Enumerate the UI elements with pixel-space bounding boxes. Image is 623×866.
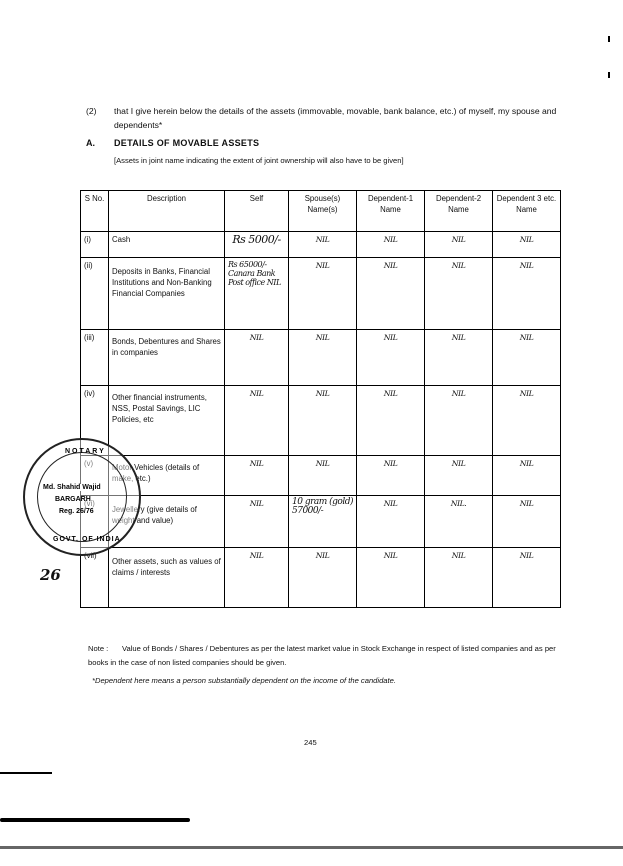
cell-self-text: Rs 65000/- Canara Bank Post office NIL [228,260,281,287]
cell-dependent-2: NIL [425,386,493,456]
cell-self: NIL [225,496,289,548]
cell-spouse: NIL [289,456,357,496]
cell-dependent-2: NIL [425,330,493,386]
cell-dependent-3: NIL [493,330,561,386]
cell-dependent-1: NIL [357,548,425,608]
header-dependent-2: Dependent-2 Name [425,191,493,232]
row-description: Bonds, Debentures and Shares in companies [109,330,225,386]
cell-spouse-text: 10 gram (gold) 57000/- [292,497,353,516]
row-sno: (iv) [81,386,109,456]
table-row [81,386,561,456]
cell-spouse: NIL [289,386,357,456]
row-description: Other financial instruments, NSS, Postal Savings, LIC Policies, etc [109,386,225,456]
cell-dependent-3: NIL [493,456,561,496]
cell-dependent-1: NIL [357,232,425,258]
cell-spouse [289,496,357,548]
row-sno: (iii) [81,330,109,386]
table-row [81,496,561,548]
cell-self: NIL [225,386,289,456]
cell-dependent-2: NIL. [425,496,493,548]
cell-dependent-3: NIL [493,496,561,548]
stamp-place: BARGARH [55,496,91,503]
cell-dependent-2: NIL [425,456,493,496]
header-sno: S No. [81,191,109,232]
note [88,642,568,670]
cell-self: NIL [225,548,289,608]
scan-mark [0,846,623,849]
cell-dependent-1: NIL [357,456,425,496]
row-description: Deposits in Banks, Financial Institutions and Non-Banking Financial Companies [109,258,225,330]
stamp-name: Md. Shahid Wajid [43,484,101,491]
notary-stamp [23,438,141,556]
stamp-top-text: NOTARY [65,448,106,455]
cell-self [225,258,289,330]
movable-assets-table [80,190,561,608]
header-description: Description [109,191,225,232]
stamp-bottom-text: GOVT. OF INDIA [53,536,121,543]
scan-mark [608,36,610,42]
cell-dependent-2: NIL [425,232,493,258]
cell-dependent-3: NIL [493,258,561,330]
section-letter: A. [86,138,95,148]
note-text: Value of Bonds / Shares / Debentures as per the latest market value in Stock Exchange in respect of listed companies and as per books in the case of non listed companies should be given. [88,644,556,667]
table-row [81,232,561,258]
note-label: Note : [88,644,109,653]
header-dependent-1: Dependent-1 Name [357,191,425,232]
row-sno: (vi) [81,496,109,548]
table-row [81,258,561,330]
cell-dependent-3: NIL [493,386,561,456]
scan-mark [608,72,610,78]
signature: 26 [40,566,61,584]
cell-dependent-1: NIL [357,386,425,456]
cell-spouse: NIL [289,258,357,330]
cell-dependent-1: NIL [357,258,425,330]
section-title: DETAILS OF MOVABLE ASSETS [114,138,260,148]
table-row [81,548,561,608]
table-row [81,330,561,386]
scan-mark [0,772,52,774]
cell-dependent-1: NIL [357,330,425,386]
cell-self: Rs 5000/- [225,232,289,258]
row-sno: (ii) [81,258,109,330]
cell-dependent-3: NIL [493,232,561,258]
row-description: Other assets, such as values of claims / interests [109,548,225,608]
table-header-row [81,191,561,232]
row-sno: (v) [81,456,109,496]
cell-spouse: NIL [289,232,357,258]
paragraph-text: that I give herein below the details of the assets (immovable, movable, bank balance, etc.) of myself, my spouse and dependents* [114,106,557,130]
header-spouse: Spouse(s) Name(s) [289,191,357,232]
stamp-reg: Reg. 26/76 [59,508,94,515]
cell-spouse: NIL [289,548,357,608]
cell-dependent-2: NIL [425,258,493,330]
cell-spouse: NIL [289,330,357,386]
row-description: Cash [109,232,225,258]
cell-dependent-2: NIL [425,548,493,608]
header-self: Self [225,191,289,232]
paragraph-number: (2) [86,106,97,116]
cell-self: NIL [225,456,289,496]
table-row [81,456,561,496]
row-description: Jewellery (give details of weight and value) [109,496,225,548]
header-dependent-3: Dependent 3 etc. Name [493,191,561,232]
row-sno: (vii) [81,548,109,608]
section-subtitle: [Assets in joint name indicating the extent of joint ownership will also have to be given] [114,156,404,165]
footnote: *Dependent here means a person substantially dependent on the income of the candidate. [92,676,396,685]
scan-mark [0,818,190,822]
row-description: Motor Vehicles (details of make, etc.) [109,456,225,496]
cell-self: NIL [225,330,289,386]
cell-dependent-3: NIL [493,548,561,608]
row-sno: (i) [81,232,109,258]
page-number: 245 [304,738,317,747]
cell-dependent-1: NIL [357,496,425,548]
